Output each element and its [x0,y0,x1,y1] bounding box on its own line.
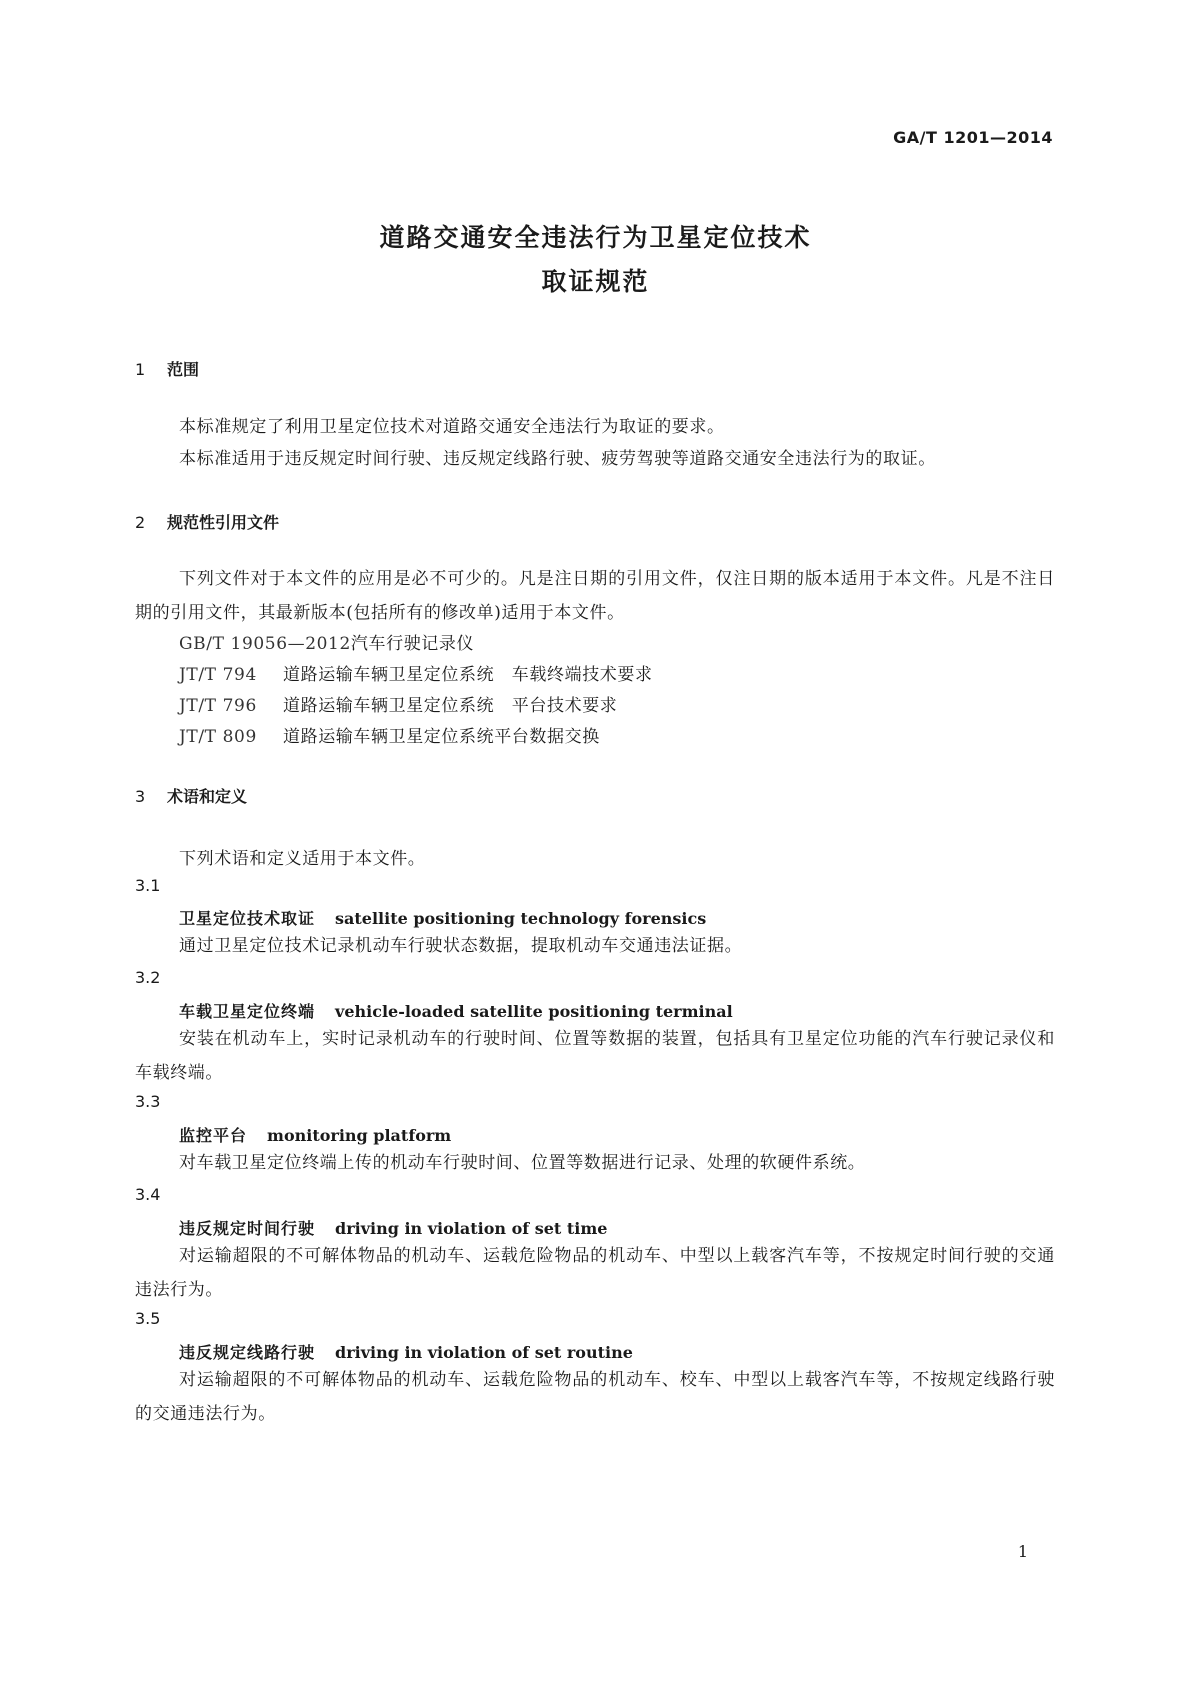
term-english: driving in violation of set time [335,1219,608,1238]
reference-title: 道路运输车辆卫星定位系统 车载终端技术要求 [283,665,653,685]
term-number: 3.2 [135,968,161,987]
term-definition: 对运输超限的不可解体物品的机动车、运载危险物品的机动车、中型以上载客汽车等，不按规定时间行驶的交通违法行为。 [135,1246,1055,1300]
term-heading [179,1216,607,1239]
reference-item [179,722,600,747]
section-title: 范围 [167,360,200,379]
section-3-heading [135,784,247,807]
section-3-intro: 下列术语和定义适用于本文件。 [179,849,426,869]
section-2-intro: 下列文件对于本文件的应用是必不可少的。凡是注日期的引用文件，仅注日期的版本适用于本文件。凡是不注日期的引用文件，其最新版本(包括所有的修改单)适用于本文件。 [135,569,1055,623]
term-chinese: 车载卫星定位终端 [179,1002,316,1021]
term-definition: 对运输超限的不可解体物品的机动车、运载危险物品的机动车、校车、中型以上载客汽车等，不按规定线路行驶的交通违法行为。 [135,1370,1055,1424]
section-number: 1 [135,360,146,379]
term-heading [179,1340,633,1363]
term-heading [179,1123,451,1146]
term-heading [179,906,706,929]
term-english: driving in violation of set routine [335,1343,633,1362]
section-number: 2 [135,513,146,532]
reference-title: 道路运输车辆卫星定位系统 平台技术要求 [283,696,618,716]
term-chinese: 违反规定时间行驶 [179,1219,316,1238]
reference-code: JT/T 809 [179,727,257,747]
section-1-heading [135,357,199,380]
reference-item [179,691,617,716]
term-number: 3.3 [135,1092,161,1111]
section-1-paragraph-1: 本标准规定了利用卫星定位技术对道路交通安全违法行为取证的要求。 [179,417,725,437]
reference-title: 汽车行驶记录仪 [350,634,475,654]
section-title: 规范性引用文件 [167,513,280,532]
term-heading [179,999,733,1022]
page-number: 1 [1017,1542,1028,1561]
document-title-line2: 取证规范 [541,267,650,296]
term-definition: 安装在机动车上，实时记录机动车的行驶时间、位置等数据的装置，包括具有卫星定位功能的汽车行驶记录仪和车载终端。 [135,1029,1055,1083]
reference-item [179,629,474,654]
term-definition: 对车载卫星定位终端上传的机动车行驶时间、位置等数据进行记录、处理的软硬件系统。 [179,1153,866,1173]
reference-code: JT/T 794 [179,665,257,685]
term-number: 3.1 [135,876,161,895]
term-definition: 通过卫星定位技术记录机动车行驶状态数据，提取机动车交通违法证据。 [179,936,743,956]
term-number: 3.5 [135,1309,161,1328]
term-english: monitoring platform [267,1126,452,1145]
term-chinese: 卫星定位技术取证 [179,909,316,928]
term-english: satellite positioning technology forensics [335,909,707,928]
standard-code: GA/T 1201—2014 [893,128,1053,147]
term-number: 3.4 [135,1185,161,1204]
section-title: 术语和定义 [167,787,248,806]
section-1-paragraph-2: 本标准适用于违反规定时间行驶、违反规定线路行驶、疲劳驾驶等道路交通安全违法行为的取证。 [179,449,936,469]
section-2-heading [135,510,279,533]
reference-item [179,660,653,685]
reference-title: 道路运输车辆卫星定位系统平台数据交换 [283,727,600,747]
term-chinese: 违反规定线路行驶 [179,1343,316,1362]
term-english: vehicle-loaded satellite positioning terminal [335,1002,733,1021]
reference-code: GB/T 19056—2012 [179,634,351,654]
term-chinese: 监控平台 [179,1126,248,1145]
document-title-line1: 道路交通安全违法行为卫星定位技术 [379,223,812,252]
reference-code: JT/T 796 [179,696,257,716]
section-number: 3 [135,787,146,806]
